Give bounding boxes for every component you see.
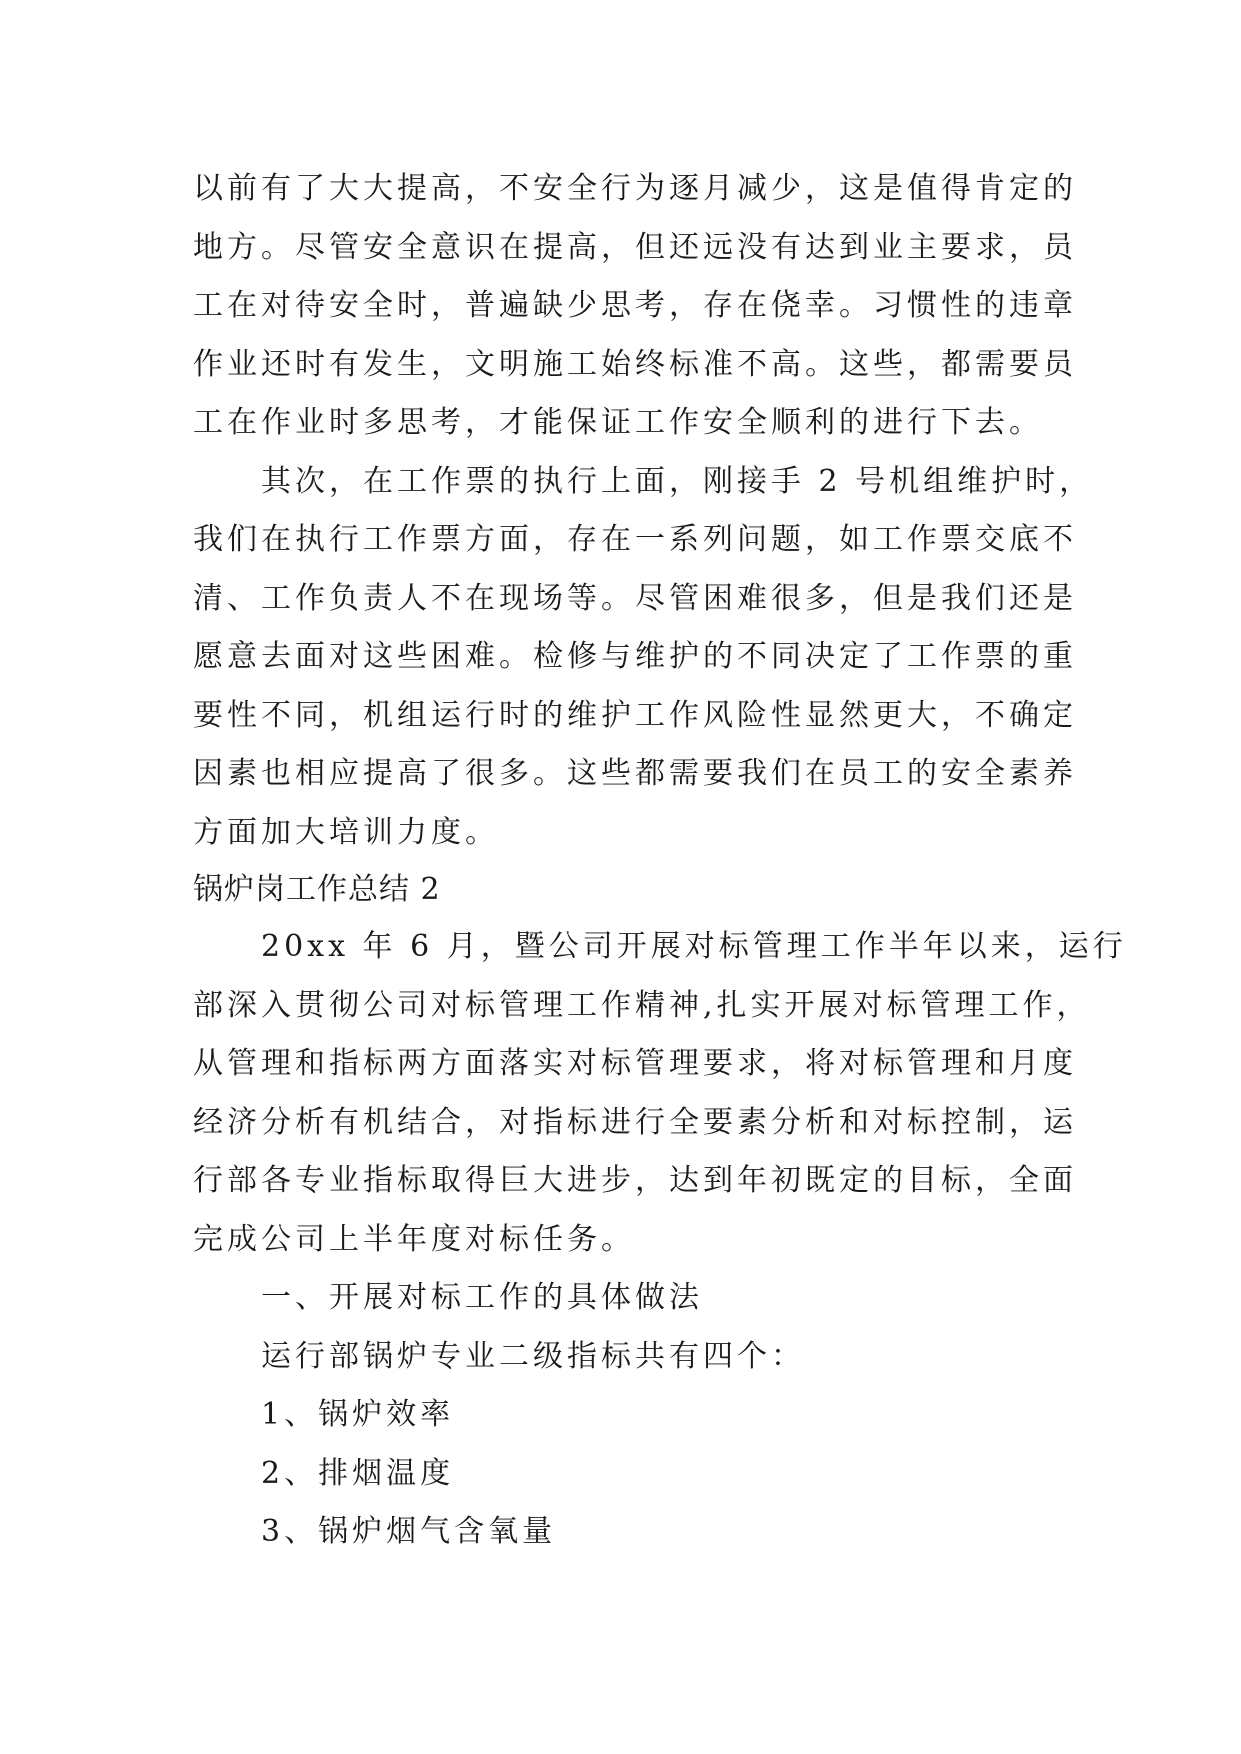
text-line: 20xx 年 6 月，暨公司开展对标管理工作半年以来，运行	[193, 929, 1127, 964]
subheading: 一、开展对标工作的具体做法	[193, 1280, 703, 1315]
text-line: 以前有了大大提高，不安全行为逐月减少，这是值得肯定的	[193, 171, 1077, 206]
text-line: 愿意去面对这些困难。检修与维护的不同决定了工作票的重	[193, 639, 1077, 674]
paragraph-benchmarking	[193, 918, 1127, 1269]
paragraph-safety-awareness	[193, 160, 1077, 453]
list-item: 3、锅炉烟气含氧量	[193, 1514, 557, 1549]
document-body	[193, 160, 1127, 1562]
section-heading: 锅炉岗工作总结 2	[193, 872, 441, 907]
paragraph-work-ticket	[193, 453, 1094, 863]
text-line: 方面加大培训力度。	[193, 814, 499, 850]
text-line: 地方。尽管安全意识在提高，但还远没有达到业主要求，员	[193, 229, 1077, 265]
text-line: 部深入贯彻公司对标管理工作精神,扎实开展对标管理工作，	[193, 987, 1091, 1023]
list-item: 1、锅炉效率	[193, 1397, 455, 1432]
text-line: 经济分析有机结合，对指标进行全要素分析和对标控制，运	[193, 1104, 1077, 1140]
text-line: 清、工作负责人不在现场等。尽管困难很多，但是我们还是	[193, 580, 1077, 616]
text-line: 工在对待安全时，普遍缺少思考，存在侥幸。习惯性的违章	[193, 288, 1077, 323]
intro-line: 运行部锅炉专业二级指标共有四个：	[193, 1338, 805, 1374]
text-line: 因素也相应提高了很多。这些都需要我们在员工的安全素养	[193, 756, 1077, 791]
text-line: 要性不同，机组运行时的维护工作风险性显然更大，不确定	[193, 697, 1077, 733]
list-item: 2、排烟温度	[193, 1455, 455, 1491]
text-line: 行部各专业指标取得巨大进步，达到年初既定的目标，全面	[193, 1163, 1077, 1198]
text-line: 从管理和指标两方面落实对标管理要求，将对标管理和月度	[193, 1046, 1077, 1081]
indicator-list	[193, 1386, 1063, 1562]
text-line: 完成公司上半年度对标任务。	[193, 1221, 635, 1257]
text-line: 其次，在工作票的执行上面，刚接手 2 号机组维护时，	[193, 463, 1094, 499]
text-line: 我们在执行工作票方面，存在一系列问题，如工作票交底不	[193, 522, 1077, 557]
text-line: 作业还时有发生，文明施工始终标准不高。这些，都需要员	[193, 346, 1077, 382]
text-line: 工在作业时多思考，才能保证工作安全顺利的进行下去。	[193, 405, 1043, 440]
